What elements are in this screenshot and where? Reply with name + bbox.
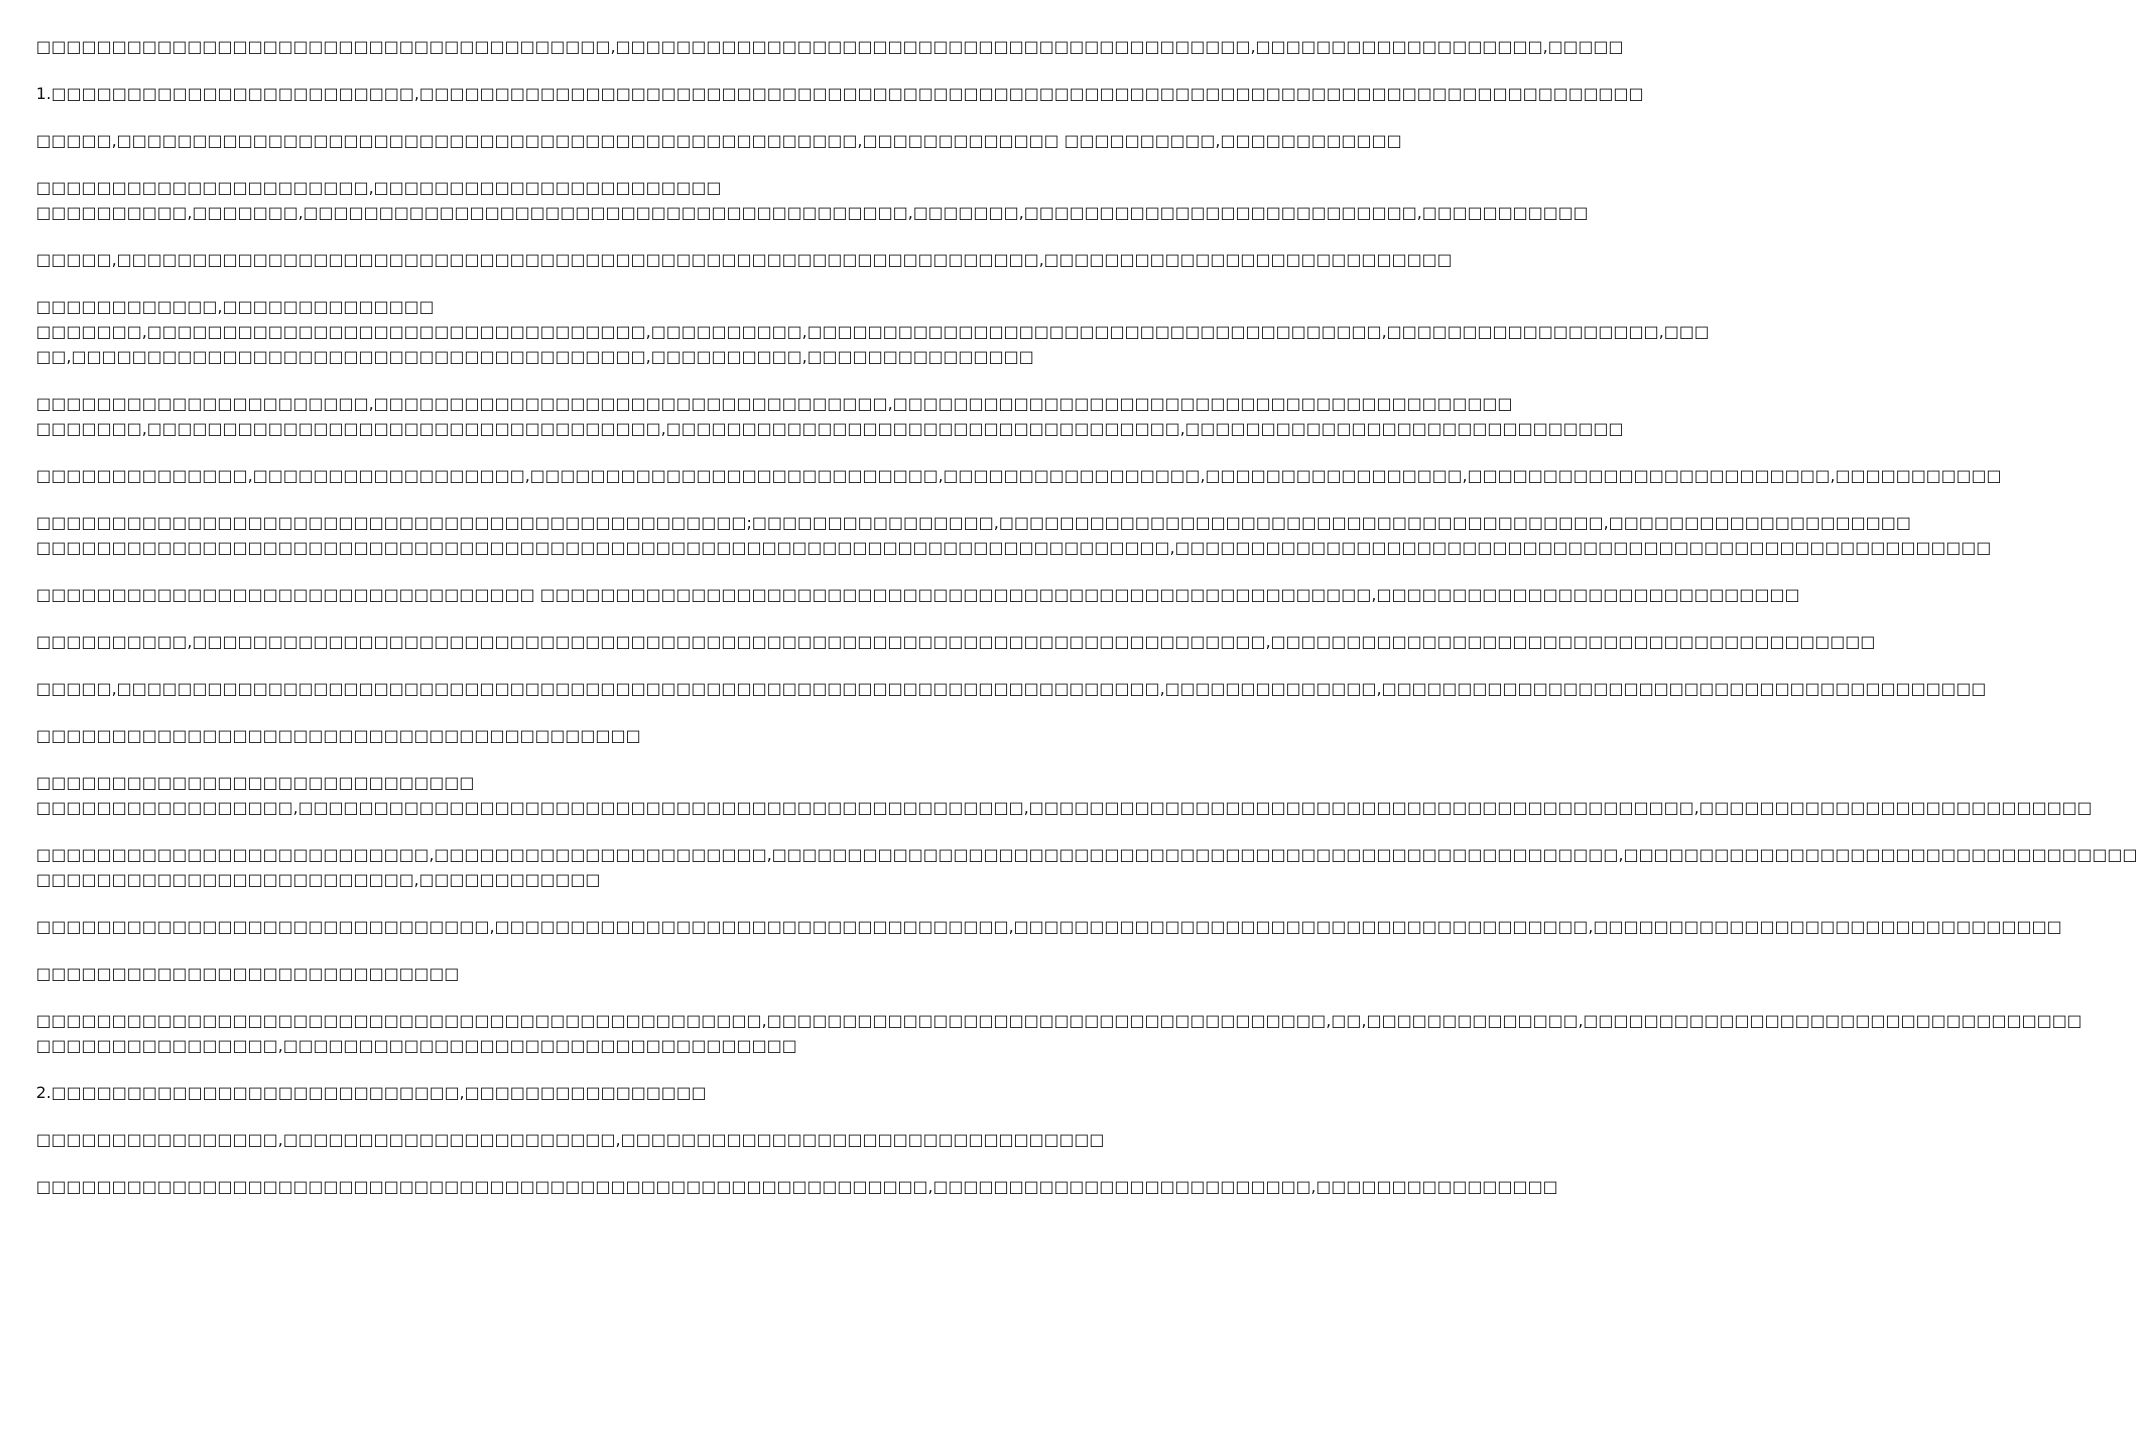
text-line: □□□□□,□□□□□□□□□□□□□□□□□□□□□□□□□□□□□□□□□□□□□□□□□□□□□□□□□□□□□□□□□□□□□,□□□□□□□□□□□□□□□□□□□□□□□□□□□: [36, 250, 1453, 269]
paragraph: [36, 770, 2093, 820]
paragraph: [36, 510, 1992, 560]
paragraph: [36, 914, 2062, 939]
paragraph: [36, 1080, 990, 1105]
text-line: □□□□□□□,□□□□□□□□□□□□□□□□□□□□□□□□□□□□□□□□□□,□□□□□□□□□□□□□□□□□□□□□□□□□□□□□□□□□□,□□□□□□□□□□□□□□□□□□□□□□□□□□□□□: [36, 419, 1624, 438]
paragraph: [36, 582, 1800, 607]
text-line: 1.□□□□□□□□□□□□□□□□□□□□□□□□,□□□□□□□□□□□□□□□□□□□□□□□□□□□□□□□□□□□□□□□□□□□□□□□□□□□□□□□□□□□□□□□□□□□□□□□□□□□□□□□□□: [36, 84, 1644, 103]
text-line: □□□□□,□□□□□□□□□□□□□□□□□□□□□□□□□□□□□□□□□□□□□□□□□□□□□□□□□,□□□□□□□□□□□□□ □□□□□□□□□□,□□□□□□□□□□□□: [36, 131, 1402, 150]
paragraph: [36, 961, 990, 986]
paragraph: [36, 391, 1624, 441]
paragraph: [36, 842, 2137, 892]
text-line: □□□□□□□□□□□□□□□□□□□□□□□□□,□□□□□□□□□□□□: [36, 870, 601, 889]
paragraph: [36, 463, 2002, 488]
paragraph: [36, 1008, 2083, 1058]
text-line: □□□□□□□□□□□□□□□□□□□□□□□□□□□□□□□□□□□□□□□□□□□□□□□□□□□□□□□□□□□□□□□□□□□□□□□□□□□,□□□□□□□□□□□□□□□□□□□□□□□□□□□□□□□□□□□□□□□□□□□□□□□□□□□□□□: [36, 538, 1992, 557]
paragraph: [36, 128, 1402, 153]
text-line: □□□□□□□□□□□□□□,□□□□□□□□□□□□□□□□□□,□□□□□□□□□□□□□□□□□□□□□□□□□□□,□□□□□□□□□□□□□□□□□,□□□□□□□□□□□□□□□□□,□□□□□□□□□□□□□□□□□□□□□□□□,□□□□□□□□□□□: [36, 466, 2002, 485]
text-line: □□□□□□□□□□□□□□□□□□□□□□,□□□□□□□□□□□□□□□□□□□□□□□□□□□□□□□□□□,□□□□□□□□□□□□□□□□□□□□□□□□□□□□□□□□□□□□□□□□□: [36, 394, 1513, 413]
text-line: □□□□□□□□□□□□□□□□□□□□□□□□□□□□□□,□□□□□□□□□□□□□□□□□□□□□□□□□□□□□□□□□□,□□□□□□□□□□□□□□□□□□□□□□□□□□□□□□□□□□□□□□,□□□□□□□□□□□□□□□□□□□□□□□□□□□□□□□: [36, 917, 2062, 936]
text-line: □□□□□,□□□□□□□□□□□□□□□□□□□□□□□□□□□□□□□□□□□□□□□□□□□□□□□□□□□□□□□□□□□□□□□□□□□□□,□□□□□□□□□□□□□□,□□□□□□□□□□□□□□□□□□□□□□□□□□□□□□□□□□□□□□□□: [36, 679, 1987, 698]
text-line: □□,□□□□□□□□□□□□□□□□□□□□□□□□□□□□□□□□□□□□□□,□□□□□□□□□□,□□□□□□□□□□□□□□□: [36, 347, 1034, 366]
text-line: □□□□□□□□□□□□,□□□□□□□□□□□□□□: [36, 297, 435, 316]
paragraph: [36, 1174, 1558, 1199]
paragraph: [36, 294, 1710, 369]
text-line: □□□□□□□□□□,□□□□□□□□□□□□□□□□□□□□□□□□□□□□□□□□□□□□□□□□□□□□□□□□□□□□□□□□□□□□□□□□□□□□□□□,□□□□□□□□□□□□□□□□□□□□□□□□□□□□□□□□□□□□□□□□: [36, 632, 1876, 651]
text-line: 2.□□□□□□□□□□□□□□□□□□□□□□□□□□□,□□□□□□□□□□□□□□□□: [36, 1083, 707, 1102]
paragraph: [36, 175, 1589, 225]
text-line: □□□□□□□□□□□□□□□□,□□□□□□□□□□□□□□□□□□□□□□□□□□□□□□□□□□: [36, 1036, 797, 1055]
paragraph: [36, 34, 1624, 59]
text-line: □□□□□□□□□□□□□□□□□□□□□□□□□□□□□□□□□□□□□□,□□□□□□□□□□□□□□□□□□□□□□□□□□□□□□□□□□□□□□□□□□,□□□□□□□□□□□□□□□□□□□,□□□□□: [36, 37, 1624, 56]
paragraph: [36, 676, 1987, 701]
text-line: □□□□□□□□□□□□□□□□□□□□□□□□□□□□: [36, 964, 460, 983]
text-line: □□□□□□□□□□,□□□□□□□,□□□□□□□□□□□□□□□□□□□□□□□□□□□□□□□□□□□□□□□□,□□□□□□□,□□□□□□□□□□□□□□□□□□□□□□□□□□,□□□□□□□□□□□: [36, 203, 1589, 222]
paragraph: [36, 81, 1644, 106]
text-line: □□□□□□□□□□□□□□□□,□□□□□□□□□□□□□□□□□□□□□□,□□□□□□□□□□□□□□□□□□□□□□□□□□□□□□□□: [36, 1130, 1105, 1149]
paragraph: [36, 1127, 1105, 1152]
text-line: □□□□□□□□□□□□□□□□□□□□□□□□□□□□□□□□□□□□□□□□□□□□□□□□□□□□□□□□□□□,□□□□□□□□□□□□□□□□□□□□□□□□□,□□□□□□□□□□□□□□□□: [36, 1177, 1558, 1196]
text-line: □□□□□□□□□□□□□□□□□,□□□□□□□□□□□□□□□□□□□□□□□□□□□□□□□□□□□□□□□□□□□□□□□□,□□□□□□□□□□□□□□□□□□□□□□□□□□□□□□□□□□□□□□□□□□□□,□□□□□□□□□□□□□□□□□□□□□□□□□□: [36, 798, 2093, 817]
text-line: □□□□□□□□□□□□□□□□□□□□□□□□□□□□□□□□□□□□□□□□□□□□□□□□,□□□□□□□□□□□□□□□□□□□□□□□□□□□□□□□□□□□□□,□□,□□□□□□□□□□□□□□,□□□□□□□□□□□□□□□□□□□□□□□□□□□□□□□□□: [36, 1011, 2083, 1030]
text-line: □□□□□□□□□□□□□□□□□□□□□□□□□□□□□: [36, 773, 475, 792]
text-line: □□□□□□□□□□□□□□□□□□□□□□□□□□□□□□□□□□□□□□□□: [36, 726, 641, 745]
paragraph: [36, 629, 1876, 654]
paragraph: [36, 247, 1453, 272]
text-line: □□□□□□□□□□□□□□□□□□□□□□□□□□□□□□□□□ □□□□□□□□□□□□□□□□□□□□□□□□□□□□□□□□□□□□□□□□□□□□□□□□□□□□□□□,□□□□□□□□□□□□□□□□□□□□□□□□□□□□: [36, 585, 1800, 604]
text-line: □□□□□□□□□□□□□□□□□□□□□□,□□□□□□□□□□□□□□□□□□□□□□□: [36, 178, 722, 197]
document-body: [36, 34, 2137, 1221]
text-line: □□□□□□□,□□□□□□□□□□□□□□□□□□□□□□□□□□□□□□□□□,□□□□□□□□□□,□□□□□□□□□□□□□□□□□□□□□□□□□□□□□□□□□□□□□□,□□□□□□□□□□□□□□□□□□,□□□: [36, 322, 1710, 341]
text-line: □□□□□□□□□□□□□□□□□□□□□□□□□□,□□□□□□□□□□□□□□□□□□□□□□,□□□□□□□□□□□□□□□□□□□□□□□□□□□□□□□□□□□□□□□□□□□□□□□□□□□□□□□□,□□□□□□□□□□□□□□□□□□□□□□□□□□□□□□□□□□: [36, 845, 2137, 864]
paragraph: [36, 723, 990, 748]
text-line: □□□□□□□□□□□□□□□□□□□□□□□□□□□□□□□□□□□□□□□□□□□□□□□;□□□□□□□□□□□□□□□□,□□□□□□□□□□□□□□□□□□□□□□□□□□□□□□□□□□□□□□□□,□□□□□□□□□□□□□□□□□□□□: [36, 513, 1911, 532]
